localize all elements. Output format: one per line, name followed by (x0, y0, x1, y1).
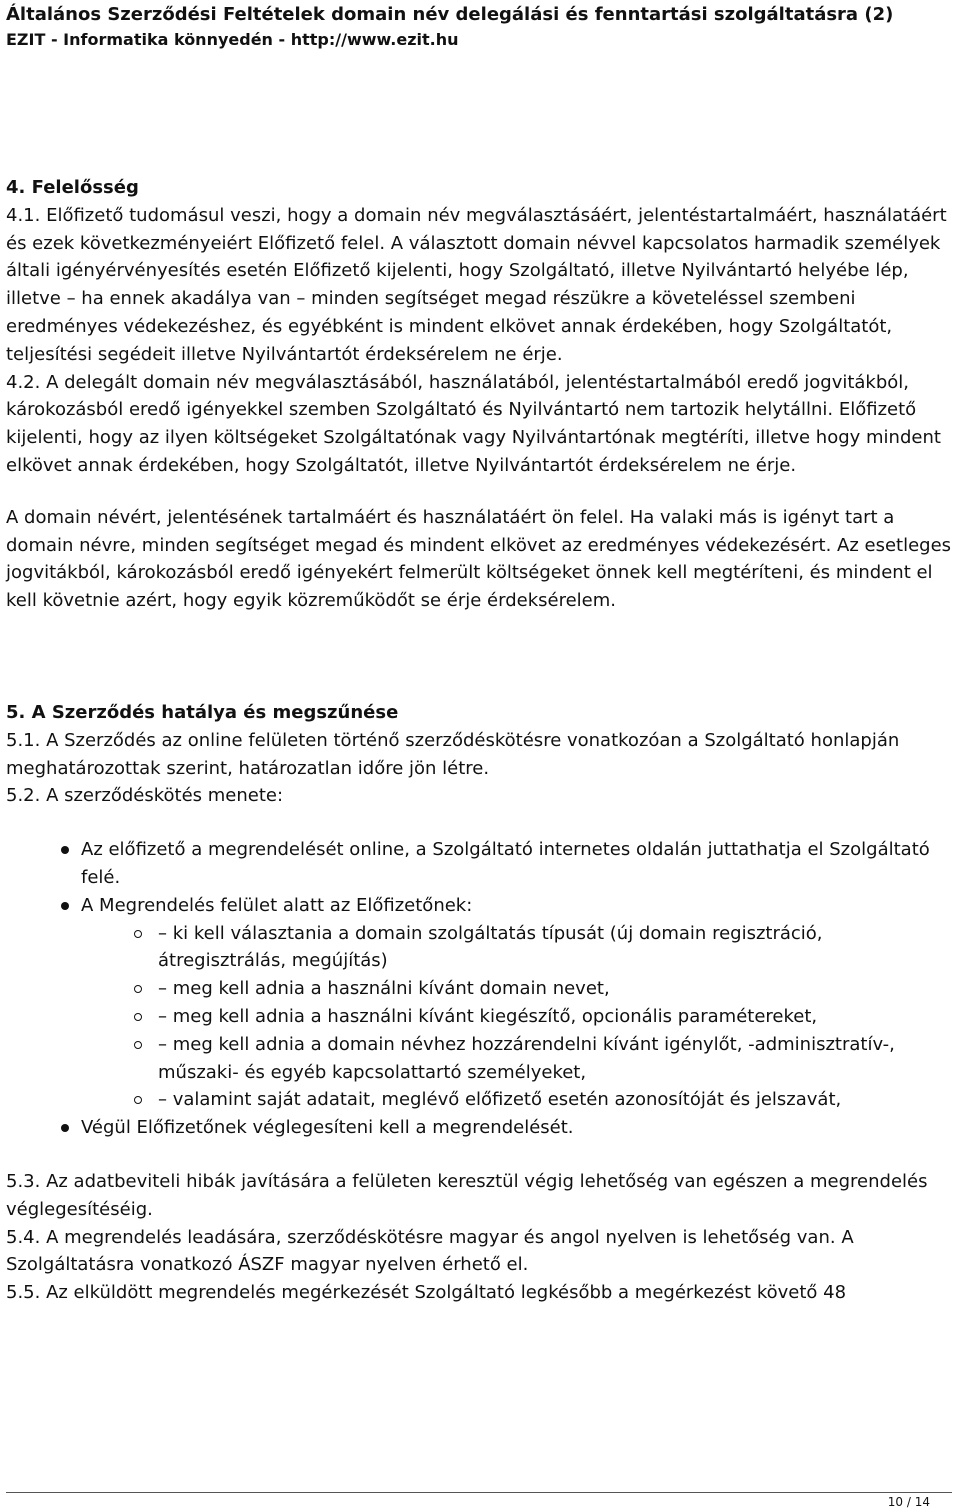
page-number: 10 / 14 (887, 1495, 930, 1509)
contract-steps-list (6, 836, 956, 1142)
paragraph-responsibility: A domain névért, jelentésének tartalmáért és használatáért ön felel. Ha valaki más is igényt tart a domain névre, minden segítséget megad és mindent elkövet az eredményes védekezésért. Az esetleges jogvitákból, károkozásból eredő igényekért felmerült költségeket önnek kell megtéríteni, és mindent el kell követnie azért, hogy egyik közreműködőt se érje érdeksérelem. (6, 506, 952, 612)
page-header (6, 2, 956, 52)
paragraph-5-5: 5.5. Az elküldött megrendelés megérkezését Szolgáltató legkésőbb a megérkezést követő 48 (6, 1282, 847, 1304)
sub-list-item: – valamint saját adatait, meglévő előfizető esetén azonosítóját és jelszavát, (81, 1086, 956, 1114)
list-item (6, 892, 956, 1114)
list-item-label: A Megrendelés felület alatt az Előfizetőnek: (81, 894, 473, 916)
footer-divider (6, 1492, 952, 1493)
paragraph-4-2: 4.2. A delegált domain név megválasztásából, használatából, jelentéstartalmából eredő jogvitákból, károkozásból eredő igényekkel szemben Szolgáltató és Nyilvántartó nem tartozik helytállni. Előfizető kijelenti, hogy az ilyen költségeket Szolgáltatónak vagy Nyilvántartónak megtéríti, illetve hogy mindent elkövet annak érdekében, hogy Szolgáltatót, illetve Nyilvántartót érdeksérelem ne érje. (6, 371, 941, 476)
section-4-heading: 4. Felelősség (6, 177, 139, 198)
order-requirements-list (81, 920, 956, 1115)
section-5-heading: 5. A Szerződés hatálya és megszűnése (6, 701, 399, 723)
sub-list-item: – meg kell adnia a domain névhez hozzárendelni kívánt igénylőt, -adminisztratív-, műszaki- és egyéb kapcsolattartó személyeket, (81, 1031, 956, 1087)
paragraph-5-3: 5.3. Az adatbeviteli hibák javítására a felületen keresztül végig lehetőség van egészen a megrendelés véglegesítéséig. (6, 1170, 928, 1220)
site-subtitle: EZIT - Informatika könnyedén - http://www.ezit.hu (6, 30, 459, 49)
sub-list-item: – meg kell adnia a használni kívánt kiegészítő, opcionális paramétereket, (81, 1003, 956, 1031)
document-title: Általános Szerződési Feltételek domain név delegálási és fenntartási szolgáltatásra (2) (6, 4, 894, 25)
paragraph-5-1: 5.1. A Szerződés az online felületen történő szerződéskötésre vonatkozóan a Szolgáltató honlapján meghatározottak szerint, határozatlan időre jön létre. (6, 729, 900, 779)
sub-list-item: – ki kell választania a domain szolgáltatás típusát (új domain regisztráció, átregisztrálás, megújítás) (81, 920, 956, 976)
sub-list-item: – meg kell adnia a használni kívánt domain nevet, (81, 975, 956, 1003)
paragraph-5-4: 5.4. A megrendelés leadására, szerződéskötésre magyar és angol nyelven is lehetőség van. A Szolgáltatásra vonatkozó ÁSZF magyar nyelven érhető el. (6, 1226, 854, 1276)
paragraph-5-2: 5.2. A szerződéskötés menete: (6, 785, 284, 807)
list-item: Az előfizető a megrendelését online, a Szolgáltató internetes oldalán juttathatja el Szolgáltató felé. (6, 836, 956, 892)
paragraph-4-1: 4.1. Előfizető tudomásul veszi, hogy a domain név megválasztásáért, jelentéstartalmáért, használatáért és ezek következményeiért Előfizető felel. A választott domain névvel kapcsolatos harmadik személyek általi igényérvényesítés esetén Előfizető kijelenti, hogy Szolgáltató, illetve Nyilvántartó helyébe lép, illetve – ha ennek akadálya van – minden segítséget megad részükre a követeléssel szembeni eredményes védekezéshez, és egyébként is mindent elkövet annak érdekében, hogy Szolgáltatót, teljesítési segédeit illetve Nyilvántartót érdeksérelem ne érje. (6, 204, 947, 365)
document-body (6, 174, 956, 1307)
list-item: Végül Előfizetőnek véglegesíteni kell a megrendelését. (6, 1114, 956, 1142)
